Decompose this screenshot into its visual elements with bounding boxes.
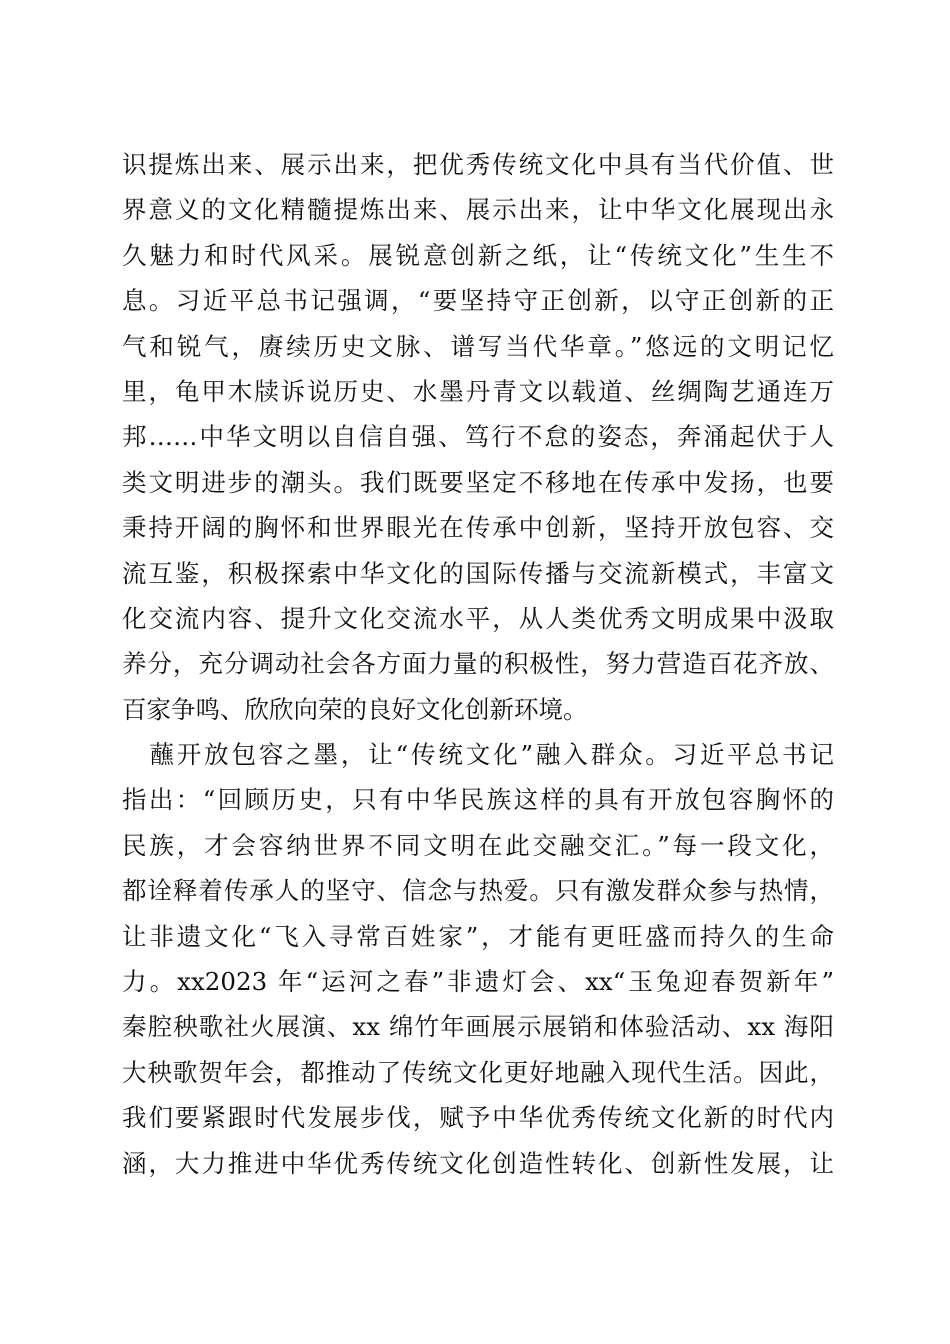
text-line: 流互鉴，积极探索中华文化的国际传播与交流新模式，丰富文	[122, 558, 834, 588]
text-line: 里，龟甲木牍诉说历史、水墨丹青文以载道、丝绸陶艺通连万	[122, 376, 834, 406]
text-line: 气和锐气，赓续历史文脉、谱写当代华章。”悠远的文明记忆	[122, 331, 834, 361]
text-line: 识提炼出来、展示出来，把优秀传统文化中具有当代价值、世	[122, 150, 834, 179]
text-line: 界意义的文化精髓提炼出来、展示出来，让中华文化展现出永	[122, 195, 834, 225]
text-line: 让非遗文化“飞入寻常百姓家”，才能有更旺盛而持久的生命	[122, 921, 834, 951]
text-line: 类文明进步的潮头。我们既要坚定不移地在传承中发扬，也要	[122, 467, 834, 497]
text-line: 养分，充分调动社会各方面力量的积极性，努力营造百花齐放、	[122, 649, 834, 679]
text-line: 久魅力和时代风采。展锐意创新之纸，让“传统文化”生生不	[122, 240, 834, 270]
text-line: 邦……中华文明以自信自强、笃行不怠的姿态，奔涌起伏于人	[122, 422, 834, 452]
text-line: 涵，大力推进中华优秀传统文化创造性转化、创新性发展，让	[122, 1148, 834, 1178]
text-line: 指出：“回顾历史，只有中华民族这样的具有开放包容胸怀的	[122, 785, 834, 815]
text-line: 大秧歌贺年会，都推动了传统文化更好地融入现代生活。因此，	[122, 1057, 834, 1087]
text-line: 我们要紧跟时代发展步伐，赋予中华优秀传统文化新的时代内	[122, 1103, 834, 1133]
text-line: 民族，才会容纳世界不同文明在此交融交汇。”每一段文化，	[122, 830, 834, 860]
text-line: 秦腔秧歌社火展演、xx 绵竹年画展示展销和体验活动、xx 海阳	[122, 1012, 834, 1042]
text-line: 息。习近平总书记强调，“要坚持守正创新，以守正创新的正	[122, 286, 834, 316]
text-line: 力。xx2023 年“运河之春”非遗灯会、xx“玉兔迎春贺新年”	[122, 967, 834, 997]
text-line: 秉持开阔的胸怀和世界眼光在传承中创新，坚持开放包容、交	[122, 513, 834, 543]
text-line: 都诠释着传承人的坚守、信念与热爱。只有激发群众参与热情，	[122, 876, 834, 906]
body-text	[122, 142, 834, 1186]
text-line: 化交流内容、提升文化交流水平，从人类优秀文明成果中汲取	[122, 603, 834, 633]
text-line: 百家争鸣、欣欣向荣的良好文化创新环境。	[122, 694, 588, 724]
text-line: 蘸开放包容之墨，让“传统文化”融入群众。习近平总书记	[122, 740, 834, 770]
